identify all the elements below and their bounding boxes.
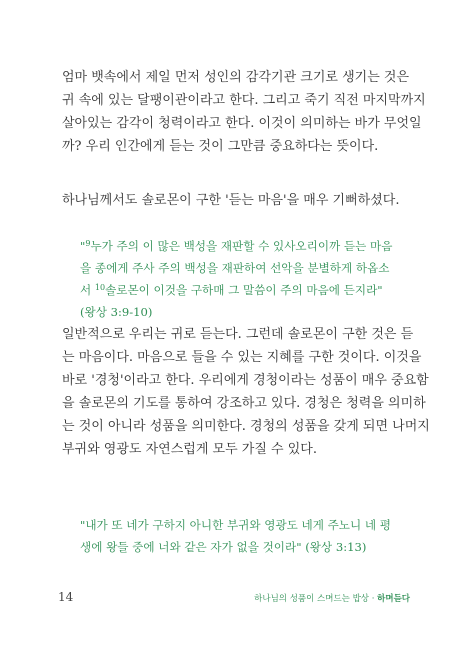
text-line: 까? 우리 인간에게 듣는 것이 그만큼 중요하다는 뜻이다. [62, 139, 379, 154]
paragraph-solomon [62, 189, 408, 212]
text-line: 부귀와 영광도 자연스럽게 모두 가질 수 있다. [62, 442, 317, 457]
text-line: 바로 '경청'이라고 한다. 우리에게 경청이라는 성품이 매우 중요함 [62, 373, 429, 388]
text-line: 는 것이 아니라 성품을 의미한다. 경청의 성품을 갖게 되면 나머지 [62, 419, 430, 434]
quote-line: "내가 또 네가 구하지 아니한 부귀와 영광도 네게 주노니 네 평 [80, 518, 391, 532]
quote-reference: (왕상 3:9-10) [80, 305, 153, 319]
text-line: 을 솔로몬의 기도를 통하여 강조하고 있다. 경청은 청력을 의미하 [62, 396, 426, 411]
verse-number: 10 [94, 283, 106, 292]
text-line: 귀 속에 있는 달팽이관이라고 한다. 그리고 죽기 직전 마지막까지 [62, 93, 426, 108]
open-quote: " [80, 239, 86, 253]
text-line: 는 마음이다. 마음으로 들을 수 있는 지혜를 구한 것이다. 이것을 [62, 350, 422, 365]
scripture-quote-2 [80, 514, 405, 558]
verse-number: 9 [85, 239, 91, 248]
text-line: 살아있는 감각이 청력이라고 한다. 이것이 의미하는 바가 무엇일 [62, 116, 422, 131]
text-line: 엄마 뱃속에서 제일 먼저 성인의 감각기관 크기로 생기는 것은 [62, 70, 410, 85]
footer-title-bold: 하며듣다 [377, 594, 410, 604]
paragraph-listening [62, 323, 430, 461]
page-number: 14 [58, 590, 74, 604]
footer-title-prefix: 하나님의 성품이 스며드는 밥상 · [254, 594, 378, 604]
running-footer-title [254, 592, 410, 604]
scripture-quote-1 [80, 235, 405, 323]
quote-text: 누가 주의 이 많은 백성을 재판할 수 있사오리이까 듣는 마음 [90, 239, 393, 253]
text-line: 하나님께서도 솔로몬이 구한 '듣는 마음'을 매우 기뻐하셨다. [62, 193, 400, 208]
quote-line: 생에 왕들 중에 너와 같은 자가 없을 것이라" (왕상 3:13) [80, 540, 367, 554]
quote-text: 솔로몬이 이것을 구하매 그 말씀이 주의 마음에 든지라" [105, 283, 383, 297]
quote-line [80, 279, 405, 301]
text-line: 일반적으로 우리는 귀로 듣는다. 그런데 솔로몬이 구한 것은 듣 [62, 327, 414, 342]
quote-text: 서 [80, 283, 95, 297]
quote-line [80, 235, 405, 257]
paragraph-hearing [62, 66, 426, 158]
quote-line: 을 종에게 주사 주의 백성을 재판하여 선악을 분별하게 하옵소 [80, 261, 390, 275]
